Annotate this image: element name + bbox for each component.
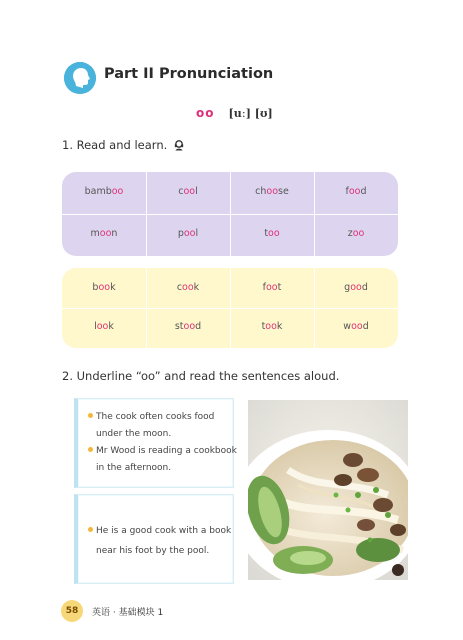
- book-title: 英语 · 基础模块 1: [92, 608, 164, 618]
- sentence-box-1: [74, 398, 237, 488]
- sentence-line: Mr Wood is reading a cookbook: [88, 445, 237, 457]
- word-cell: choose: [255, 186, 289, 197]
- word-cell: zoo: [347, 228, 365, 239]
- word-cell: foot: [262, 282, 282, 293]
- word-cell: look: [94, 321, 114, 332]
- listening-icon[interactable]: [174, 140, 184, 154]
- page-number: 58: [61, 600, 83, 622]
- word-cell: stood: [174, 321, 202, 332]
- sentence-box-2: [74, 494, 234, 584]
- divider: [62, 214, 398, 215]
- sentence-line: He is a good cook with a book: [88, 525, 231, 537]
- section-1-label: 1. Read and learn.: [62, 138, 168, 152]
- bullet-dot: [88, 447, 93, 452]
- sentence-line: near his foot by the pool.: [96, 546, 210, 556]
- phonics-letters: oo: [196, 106, 215, 120]
- word-cell: moon: [90, 228, 118, 239]
- phonetic-symbols: [uː] [ʊ]: [228, 107, 273, 120]
- word-cell: good: [344, 282, 368, 293]
- word-cell: book: [92, 282, 116, 293]
- head-profile-icon: [64, 62, 96, 94]
- section-2-heading: 2. Underline “oo” and read the sentences aloud.: [62, 369, 340, 383]
- word-table-long-oo: [62, 172, 398, 256]
- word-cell: wood: [343, 321, 369, 332]
- word-cell: took: [261, 321, 283, 332]
- sentence-line: under the moon.: [96, 429, 172, 439]
- page-title: Part II Pronunciation: [104, 66, 274, 82]
- word-cell: bamboo: [84, 186, 124, 197]
- word-cell: pool: [177, 228, 199, 239]
- sentence-line: in the afternoon.: [96, 463, 172, 473]
- bullet-dot: [88, 413, 93, 418]
- noodle-soup-photo: [248, 400, 408, 580]
- word-cell: cook: [176, 282, 200, 293]
- bullet-dot: [88, 527, 93, 532]
- word-cell: cool: [178, 186, 198, 197]
- divider: [62, 308, 398, 309]
- section-1-heading: [62, 138, 184, 154]
- word-table-short-oo: [62, 268, 398, 348]
- word-cell: food: [345, 186, 367, 197]
- phonics-line: [196, 106, 273, 120]
- word-cell: too: [264, 228, 280, 239]
- sentence-line: The cook often cooks food: [88, 411, 214, 423]
